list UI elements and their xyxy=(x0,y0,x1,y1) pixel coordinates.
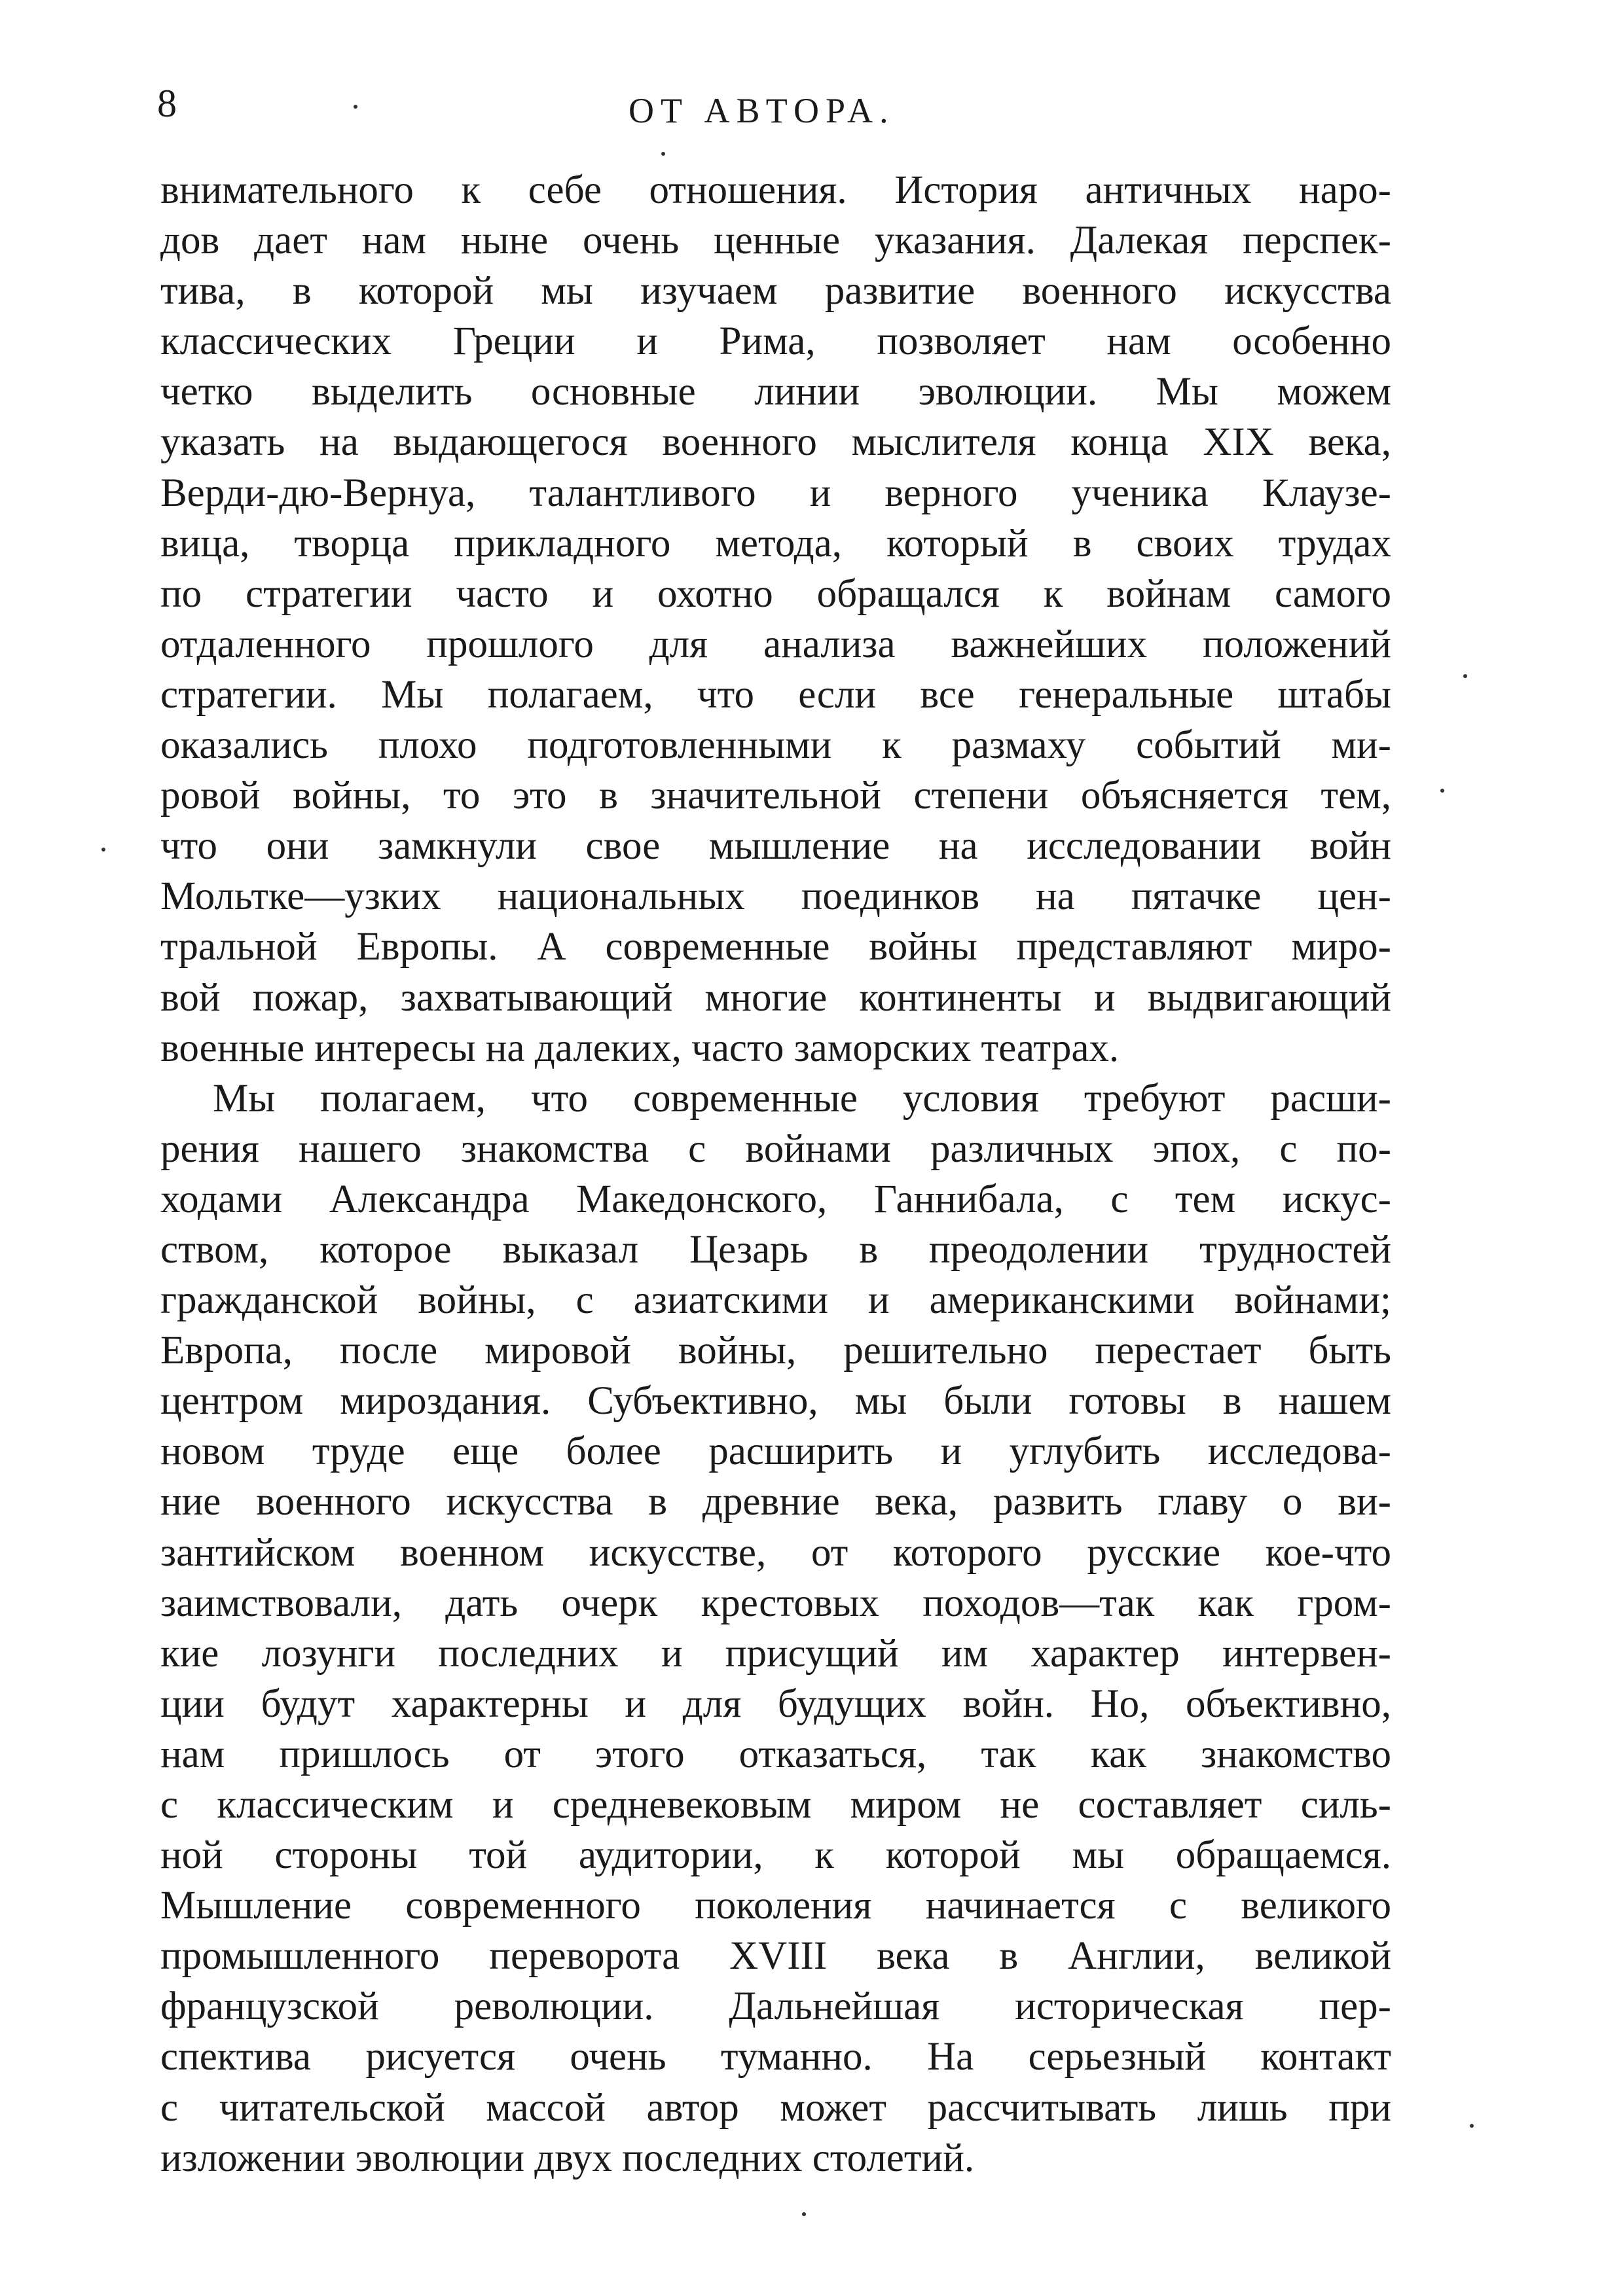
text-line: указать на выдающегося военного мыслителя конца XIX века, xyxy=(160,420,1391,465)
text-line: вой пожар, захватывающий многие континенты и выдвигающий xyxy=(160,975,1391,1020)
scan-speck xyxy=(354,105,357,109)
text-line: кие лозунги последних и присущий им характер интервен- xyxy=(160,1631,1391,1676)
text-line: классических Греции и Рима, позволяет нам особенно xyxy=(160,319,1391,364)
scan-speck xyxy=(1440,789,1444,793)
text-line: с читательской массой автор может рассчитывать лишь при xyxy=(160,2085,1391,2130)
text-line: изложении эволюции двух последних столетий. xyxy=(160,2136,975,2180)
text-line: с классическим и средневековым миром не составляет силь- xyxy=(160,1783,1391,1827)
text-line: ством, которое выказал Цезарь в преодолении трудностей xyxy=(160,1227,1391,1272)
running-title: ОТ АВТОРА. xyxy=(629,91,895,130)
text-line: Европа, после мировой войны, решительно перестает быть xyxy=(160,1329,1391,1373)
text-line: рения нашего знакомства с войнами различных эпох, с по- xyxy=(160,1126,1391,1171)
scan-speck xyxy=(1463,674,1467,678)
text-line: внимательного к себе отношения. История античных наро- xyxy=(160,168,1391,212)
text-line: тива, в которой мы изучаем развитие военного искусства xyxy=(160,269,1391,314)
text-line: четко выделить основные линии эволюции. Мы можем xyxy=(160,370,1391,414)
text-line: военные интересы на далеких, часто заморских театрах. xyxy=(160,1026,1120,1070)
text-line: ровой войны, то это в значительной степени объясняется тем, xyxy=(160,774,1391,818)
text-line: гражданской войны, с азиатскими и американскими войнами; xyxy=(160,1278,1391,1323)
text-line: центром мироздания. Субъективно, мы были готовы в нашем xyxy=(160,1379,1391,1424)
scan-speck xyxy=(802,2212,806,2216)
text-line: что они замкнули свое мышление на исследовании войн xyxy=(160,824,1391,869)
text-line: нам пришлось от этого отказаться, так как знакомство xyxy=(160,1732,1391,1776)
text-line: вица, творца прикладного метода, который в своих трудах xyxy=(160,521,1391,565)
text-line: стратегии. Мы полагаем, что если все генеральные штабы xyxy=(160,672,1391,717)
text-line: тральной Европы. А современные войны представляют миро- xyxy=(160,925,1391,969)
text-line: заимствовали, дать очерк крестовых походов—так как гром- xyxy=(160,1581,1391,1625)
body-text xyxy=(160,165,1391,2183)
text-line: дов дает нам ныне очень ценные указания. Далекая перспек- xyxy=(160,219,1391,263)
text-line: французской революции. Дальнейшая историческая пер- xyxy=(160,1984,1391,2029)
text-line: промышленного переворота XVIII века в Англии, великой xyxy=(160,1934,1391,1979)
text-line: по стратегии часто и охотно обращался к войнам самого xyxy=(160,571,1391,616)
scan-speck xyxy=(661,152,665,156)
scan-speck xyxy=(101,848,105,852)
scan-speck xyxy=(1470,2124,1474,2128)
text-line: ной стороны той аудитории, к которой мы обращаемся. xyxy=(160,1833,1391,1878)
text-line: отдаленного прошлого для анализа важнейших положений xyxy=(160,622,1391,666)
text-line: новом труде еще более расширить и углубить исследова- xyxy=(160,1429,1391,1474)
text-line: спектива рисуется очень туманно. На серьезный контакт xyxy=(160,2035,1391,2079)
text-line: ние военного искусства в древние века, развить главу о ви- xyxy=(160,1480,1391,1524)
text-line: Мышление современного поколения начинается с великого xyxy=(160,1884,1391,1928)
paragraph-2 xyxy=(160,1073,1391,2183)
page-number: 8 xyxy=(157,82,177,125)
text-line: ции будут характерны и для будущих войн. Но, объективно, xyxy=(160,1681,1391,1726)
paragraph-1 xyxy=(160,165,1391,1073)
text-line: Мы полагаем, что современные условия требуют расши- xyxy=(213,1076,1391,1121)
text-line: зантийском военном искусстве, от которого русские кое-что xyxy=(160,1530,1391,1575)
text-line: Верди-дю-Вернуа, талантливого и верного ученика Клаузе- xyxy=(160,471,1391,515)
text-line: ходами Александра Македонского, Ганнибала, с тем искус- xyxy=(160,1177,1391,1221)
text-line: оказались плохо подготовленными к размаху событий ми- xyxy=(160,723,1391,768)
text-line: Мольтке—узких национальных поединков на пятачке цен- xyxy=(160,874,1391,919)
